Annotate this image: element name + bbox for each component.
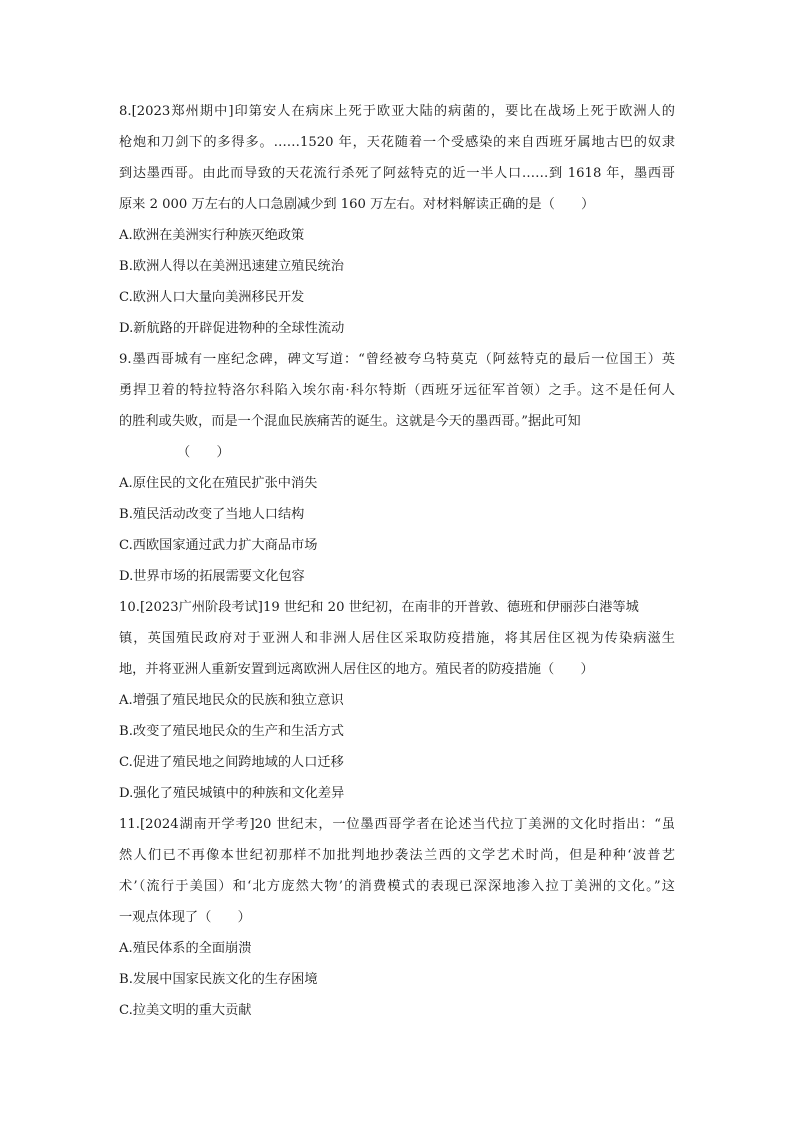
question-10-option-c: C.促进了殖民地之间跨地域的人口迁移 — [119, 755, 344, 770]
question-8-option-a: A.欧洲在美洲实行种族灭绝政策 — [119, 228, 305, 243]
question-9-option-a: A.原住民的文化在殖民扩张中消失 — [119, 476, 318, 491]
question-11-option-c: C.拉美文明的重大贡献 — [119, 1003, 252, 1018]
question-9-stem-line-1: 9.墨西哥城有一座纪念碑，碑文写道：“曾经被夸乌特莫克（阿兹特克的最后一位国王）英 — [119, 352, 675, 367]
question-10 — [119, 592, 675, 809]
question-8-stem-line-2: 枪炮和刀剑下的多得多。……1520 年，天花随着一个受感染的来自西班牙属地古巴的奴隶 — [119, 135, 675, 150]
question-8-stem-line-1: 8.[2023郑州期中]印第安人在病床上死于欧亚大陆的病菌的，要比在战场上死于欧洲人的 — [119, 104, 675, 119]
question-9-stem-line-3: 的胜利或失败，而是一个混血民族痛苦的诞生。这就是今天的墨西哥。”据此可知 — [119, 414, 581, 429]
question-10-option-d: D.强化了殖民城镇中的种族和文化差异 — [119, 786, 345, 801]
question-8-option-c: C.欧洲人口大量向美洲移民开发 — [119, 290, 305, 305]
question-10-option-a: A.增强了殖民地民众的民族和独立意识 — [119, 693, 344, 708]
question-10-stem-line-3: 地，并将亚洲人重新安置到远离欧洲人居住区的地方。殖民者的防疫措施（ ） — [119, 662, 594, 677]
question-9-stem-line-2: 勇捍卫着的特拉特洛尔科陷入埃尔南·科尔特斯（西班牙远征军首领）之手。这不是任何人 — [119, 383, 675, 398]
question-10-stem-line-2: 镇，英国殖民政府对于亚洲人和非洲人居住区采取防疫措施，将其居住区视为传染病滋生 — [119, 631, 675, 646]
question-8-stem-line-3: 到达墨西哥。由此而导致的天花流行杀死了阿兹特克的近一半人口……到 1618 年，墨西哥 — [119, 166, 675, 181]
question-11-option-b: B.发展中国家民族文化的生存困境 — [119, 972, 318, 987]
question-11-stem-line-3: 术’（流行于美国）和‘北方庞然大物’的消费模式的表现已深深地渗入拉丁美洲的文化。”这 — [119, 879, 675, 894]
question-8-option-b: B.欧洲人得以在美洲迅速建立殖民统治 — [119, 259, 344, 274]
question-8 — [119, 96, 675, 344]
question-10-option-b: B.改变了殖民地民众的生产和生活方式 — [119, 724, 344, 739]
question-8-option-d: D.新航路的开辟促进物种的全球性流动 — [119, 321, 345, 336]
question-9-option-b: B.殖民活动改变了当地人口结构 — [119, 507, 305, 522]
question-11-stem-line-2: 然人们已不再像本世纪初那样不加批判地抄袭法兰西的文学艺术时尚，但是种种‘波普艺 — [119, 848, 675, 863]
question-9 — [119, 344, 675, 592]
question-11-option-a: A.殖民体系的全面崩溃 — [119, 941, 252, 956]
question-10-stem-line-1: 10.[2023广州阶段考试]19 世纪和 20 世纪初，在南非的开普敦、德班和伊丽莎白港等城 — [119, 600, 639, 615]
question-8-stem-line-4: 原来 2 000 万左右的人口急剧减少到 160 万左右。对材料解读正确的是（ ） — [119, 197, 595, 212]
exam-page — [119, 96, 675, 1026]
question-9-option-c: C.西欧国家通过武力扩大商品市场 — [119, 538, 318, 553]
question-11 — [119, 809, 675, 1026]
question-9-option-d: D.世界市场的拓展需要文化包容 — [119, 569, 305, 584]
question-9-answer-blank: （ ） — [177, 445, 230, 460]
question-11-stem-line-1: 11.[2024湖南开学考]20 世纪末，一位墨西哥学者在论述当代拉丁美洲的文化时指出：“虽 — [119, 817, 675, 832]
question-11-stem-line-4: 一观点体现了（ ） — [119, 910, 251, 925]
